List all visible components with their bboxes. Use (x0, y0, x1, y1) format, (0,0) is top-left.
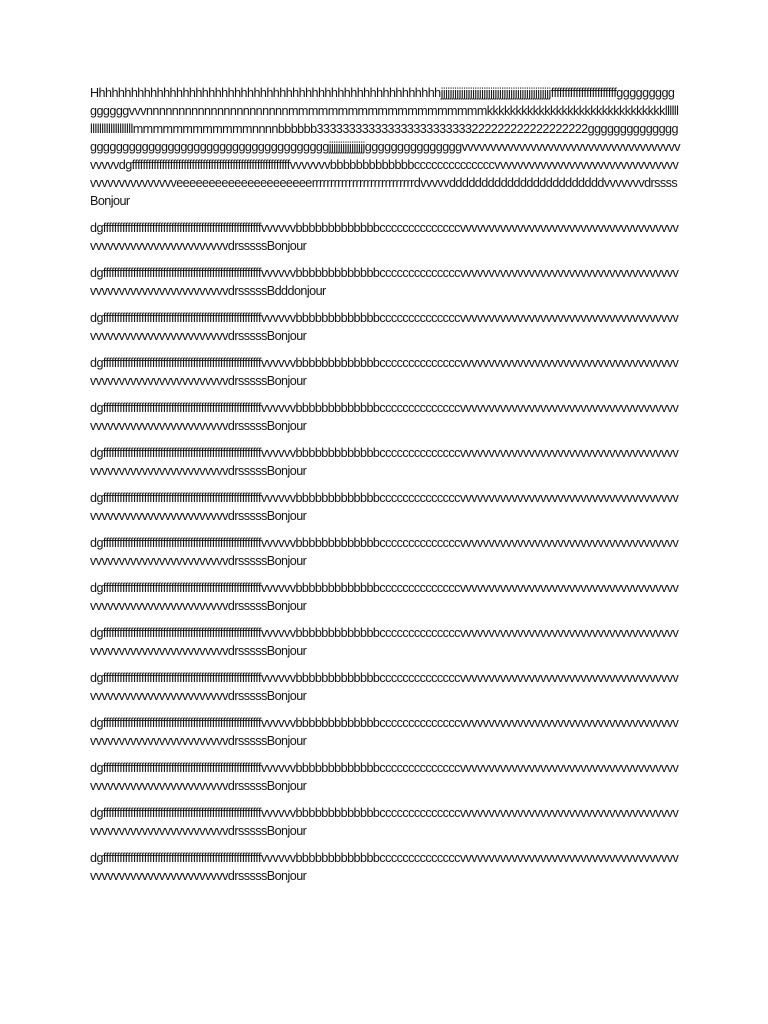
paragraph-13: dgffffffffffffffffffffffffffffffffffffffffffffffffffffffffffvvvvvvbbbbbbbbbbbbbccccccccccccccvvvvvvvvvvvvvvvvvvvvvvvvvvvvvvvvvvvvvvvvvvvvvvvvvvvvvvvvvvvvvvdrsssssBonjour (90, 716, 679, 748)
document-body (90, 84, 680, 885)
paragraph-14: dgffffffffffffffffffffffffffffffffffffffffffffffffffffffffffvvvvvvbbbbbbbbbbbbbccccccccccccccvvvvvvvvvvvvvvvvvvvvvvvvvvvvvvvvvvvvvvvvvvvvvvvvvvvvvvvvvvvvvvdrsssssBonjour (90, 761, 679, 793)
paragraph-2: dgffffffffffffffffffffffffffffffffffffffffffffffffffffffffffvvvvvvbbbbbbbbbbbbbccccccccccccccvvvvvvvvvvvvvvvvvvvvvvvvvvvvvvvvvvvvvvvvvvvvvvvvvvvvvvvvvvvvvvdrsssssBonjour (90, 221, 679, 253)
paragraph-4: dgffffffffffffffffffffffffffffffffffffffffffffffffffffffffffvvvvvvbbbbbbbbbbbbbccccccccccccccvvvvvvvvvvvvvvvvvvvvvvvvvvvvvvvvvvvvvvvvvvvvvvvvvvvvvvvvvvvvvvdrsssssBonjour (90, 311, 679, 343)
paragraph-6: dgffffffffffffffffffffffffffffffffffffffffffffffffffffffffffvvvvvvbbbbbbbbbbbbbccccccccccccccvvvvvvvvvvvvvvvvvvvvvvvvvvvvvvvvvvvvvvvvvvvvvvvvvvvvvvvvvvvvvvdrsssssBonjour (90, 401, 679, 433)
paragraph-7: dgffffffffffffffffffffffffffffffffffffffffffffffffffffffffffvvvvvvbbbbbbbbbbbbbccccccccccccccvvvvvvvvvvvvvvvvvvvvvvvvvvvvvvvvvvvvvvvvvvvvvvvvvvvvvvvvvvvvvvdrsssssBonjour (90, 446, 679, 478)
paragraph-11: dgffffffffffffffffffffffffffffffffffffffffffffffffffffffffffvvvvvvbbbbbbbbbbbbbccccccccccccccvvvvvvvvvvvvvvvvvvvvvvvvvvvvvvvvvvvvvvvvvvvvvvvvvvvvvvvvvvvvvvdrsssssBonjour (90, 626, 679, 658)
paragraph-12: dgffffffffffffffffffffffffffffffffffffffffffffffffffffffffffvvvvvvbbbbbbbbbbbbbccccccccccccccvvvvvvvvvvvvvvvvvvvvvvvvvvvvvvvvvvvvvvvvvvvvvvvvvvvvvvvvvvvvvvdrsssssBonjour (90, 671, 679, 703)
paragraph-16: dgffffffffffffffffffffffffffffffffffffffffffffffffffffffffffvvvvvvbbbbbbbbbbbbbccccccccccccccvvvvvvvvvvvvvvvvvvvvvvvvvvvvvvvvvvvvvvvvvvvvvvvvvvvvvvvvvvvvvvdrsssssBonjour (90, 851, 679, 883)
paragraph-15: dgffffffffffffffffffffffffffffffffffffffffffffffffffffffffffvvvvvvbbbbbbbbbbbbbccccccccccccccvvvvvvvvvvvvvvvvvvvvvvvvvvvvvvvvvvvvvvvvvvvvvvvvvvvvvvvvvvvvvvdrsssssBonjour (90, 806, 679, 838)
paragraph-5: dgffffffffffffffffffffffffffffffffffffffffffffffffffffffffffvvvvvvbbbbbbbbbbbbbccccccccccccccvvvvvvvvvvvvvvvvvvvvvvvvvvvvvvvvvvvvvvvvvvvvvvvvvvvvvvvvvvvvvvdrsssssBonjour (90, 356, 679, 388)
paragraph-1: Hhhhhhhhhhhhhhhhhhhhhhhhhhhhhhhhhhhhhhhhhhhhhhhhhhhhhhjjjjjjjjjjjjjjjjjjjjjjjjjjjjjjjjjjjjjjjjjjjjjjjjjffffffffffffffffffffffffgggggggggggggggvvvnnnnnnnnnnnnnnnnnnnnnnmmmmmmmmmmmmmmmmmmmmkkkkkkkkkkkkkkkkkkkkkkkkkkkkkkklllllllllllllllllllllllllmmmmmmmmmmmmnnnnbbbbbb333333333333333333333333222222222222222222gggggggggggggggggggggggggggggggggggggggggggggggggggjjjjjjjjjjjjjjjjgggggggggggggggvvvvvvvvvvvvvvvvvvvvvvvvvvvvvvvvvvvvvvvvvvvdgffffffffffffffffffffffffffffffffffffffffffffffffffffffffffvvvvvvvbbbbbbbbbbbbbccccccccccccccvvvvvvvvvvvvvvvvvvvvvvvvvvvvvvvvvvvvvvvvvvvvvvveeeeeeeeeeeeeeeeeeeeerrrrrrrrrrrrrrrrrrrrrrrrrrrrdvvvvvddddddddddddddddddddddddvvvvvvvdrssssBonjour (90, 86, 680, 208)
paragraph-3: dgffffffffffffffffffffffffffffffffffffffffffffffffffffffffffvvvvvvbbbbbbbbbbbbbccccccccccccccvvvvvvvvvvvvvvvvvvvvvvvvvvvvvvvvvvvvvvvvvvvvvvvvvvvvvvvvvvvvvvdrsssssBdddonjour (90, 266, 679, 298)
paragraph-10: dgffffffffffffffffffffffffffffffffffffffffffffffffffffffffffvvvvvvbbbbbbbbbbbbbccccccccccccccvvvvvvvvvvvvvvvvvvvvvvvvvvvvvvvvvvvvvvvvvvvvvvvvvvvvvvvvvvvvvvdrsssssBonjour (90, 581, 679, 613)
paragraph-9: dgffffffffffffffffffffffffffffffffffffffffffffffffffffffffffvvvvvvbbbbbbbbbbbbbccccccccccccccvvvvvvvvvvvvvvvvvvvvvvvvvvvvvvvvvvvvvvvvvvvvvvvvvvvvvvvvvvvvvvdrsssssBonjour (90, 536, 679, 568)
paragraph-8: dgffffffffffffffffffffffffffffffffffffffffffffffffffffffffffvvvvvvbbbbbbbbbbbbbccccccccccccccvvvvvvvvvvvvvvvvvvvvvvvvvvvvvvvvvvvvvvvvvvvvvvvvvvvvvvvvvvvvvvdrsssssBonjour (90, 491, 679, 523)
